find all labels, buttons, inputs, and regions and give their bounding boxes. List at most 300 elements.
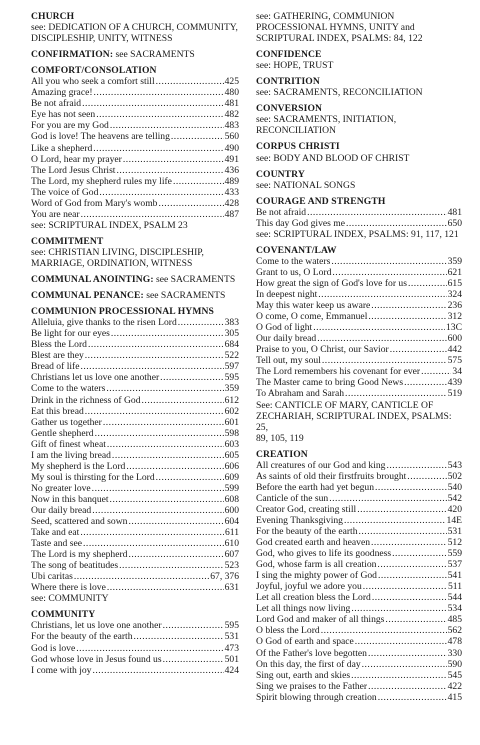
dot-leader [81,209,224,220]
hymn-title: Word of God from Mary's womb [31,197,158,209]
hymn-number: 534 [447,603,462,615]
topic-heading: COURAGE AND STRENGTH [256,195,386,207]
dot-leader [74,571,209,582]
dot-leader [346,218,447,229]
hymn-title: Ubi caritas [31,571,73,583]
hymn-entry [31,620,239,631]
hymn-entry [256,636,462,647]
hymn-entry [256,526,462,537]
hymn-title: Joyful, joyful we adore you [256,581,362,593]
see-also-reference: MARRIAGE, ORDINATION, WITNESS [31,257,193,269]
hymn-number: 425 [224,76,239,88]
dot-leader [390,344,447,355]
dot-leader [134,631,224,642]
see-also-reference: see: COMMUNITY [31,593,109,605]
dot-leader [88,339,224,350]
dot-leader [92,483,224,494]
hymn-number: 236 [447,300,462,312]
hymn-number: 559 [447,548,462,560]
hymn-entry [31,417,239,428]
dot-leader [128,516,223,527]
hymn-title: Praise to you, O Christ, our Savior [256,344,389,356]
hymn-number: 501 [224,653,239,665]
hymn-entry [256,460,462,471]
hymn-number: 481 [447,206,462,218]
hymn-entry [31,395,239,406]
hymn-title: O come, O come, Emmanuel [256,311,368,323]
hymn-entry [256,648,462,659]
hymn-title: Be light for our eyes [31,328,110,340]
hymn-title: Come to the waters [256,255,331,267]
hymn-number: 543 [447,459,462,471]
hymn-title: Take and eat [31,527,80,539]
dot-leader [163,654,224,665]
hymn-number: 597 [224,361,239,373]
hymn-title: For you are my God [31,120,109,132]
hymn-number: 312 [447,311,462,323]
see-also-reference: see SACRAMENTS [143,290,226,302]
hymn-entry [31,109,239,120]
dot-leader [96,109,223,120]
hymn-entry [256,681,462,692]
hymn-number: 540 [447,481,462,493]
hymn-number: 13C [446,322,462,334]
dot-leader [321,625,447,636]
hymn-number: 359 [224,383,239,395]
hymn-title: The Lord Jesus Christ [31,164,116,176]
hymn-number: 608 [224,493,239,505]
dot-leader [110,120,224,131]
hymn-number: 305 [224,328,239,340]
hymn-number: 590 [447,658,462,670]
hymn-title: Gentle shepherd [31,427,94,439]
hymn-title: Bread of life [31,361,80,373]
dot-leader [128,549,223,560]
hymn-number: 545 [447,669,462,681]
hymn-title: Our daily bread [31,504,92,516]
hymn-number: 324 [447,289,462,301]
hymn-entry [31,406,239,417]
dot-leader [107,582,224,593]
see-also-reference: see: SACRAMENTS, RECONCILIATION [256,87,423,99]
hymn-title: God is love! The heavens are telling [31,131,170,143]
hymn-entry [256,218,462,229]
dot-leader [76,643,223,654]
hymn-entry [256,256,462,267]
hymn-title: Where there is love [31,582,106,594]
dot-leader [357,504,446,515]
hymn-number: 482 [224,109,239,121]
dot-leader [332,267,446,278]
topic-heading: CHURCH [31,11,75,22]
hymn-entry [31,198,239,209]
dot-leader [94,87,224,98]
dot-leader [331,256,446,267]
hymn-entry [256,267,462,278]
hymn-number: 531 [224,631,239,643]
hymn-title: Sing out, earth and skies [256,669,351,681]
hymn-entry [256,625,462,636]
hymn-number: 34 [452,366,462,378]
hymn-number: 424 [224,664,239,676]
hymn-title: The song of beatitudes [31,560,119,572]
hymn-number: 612 [224,394,239,406]
hymn-entry [256,278,462,289]
hymn-number: 562 [447,625,462,637]
hymn-title: All you who seek a comfort still [31,76,155,88]
hymn-entry [256,537,462,548]
hymn-entry [256,207,462,218]
hymn-entry [256,603,462,614]
hymn-number: 14E [446,514,462,526]
dot-leader [173,176,224,187]
hymn-number: 522 [224,350,239,362]
topic-heading: COMMUNITY [31,609,96,621]
hymn-number: 537 [447,559,462,571]
dot-leader [408,278,447,289]
hymn-entry [31,439,239,450]
see-also-reference: 89, 105, 119 [256,432,304,444]
hymn-title: O bless the Lord [256,625,320,637]
hymn-title: Grant to us, O Lord [256,266,332,278]
hymn-entry [31,654,239,665]
hymn-entry [31,176,239,187]
hymn-entry [256,570,462,581]
hymn-entry [31,538,239,549]
hymn-title: Amazing grace! [31,87,93,99]
dot-leader [160,372,223,383]
topic-with-reference [31,49,239,60]
hymn-entry [31,131,239,142]
hymn-number: 595 [224,372,239,384]
topic-heading: CONTRITION [256,76,320,88]
see-also-reference: see: SCRIPTURAL INDEX, PSALMS: 91, 117, 121 [256,228,459,240]
dot-leader [329,493,446,504]
index-column-left [31,11,239,676]
topic-heading: CORPUS CHRISTI [256,141,340,153]
see-also-reference: see: GATHERING, COMMUNION [256,11,395,22]
dot-leader [171,131,224,142]
hymn-number: 478 [447,636,462,648]
topic-heading: COMFORT/CONSOLATION [31,65,157,77]
hymn-number: 502 [447,470,462,482]
hymn-entry [31,494,239,505]
hymn-title: No greater love [31,482,91,494]
dot-leader [421,366,451,377]
hymn-entry [31,339,239,350]
dot-leader [368,311,446,322]
hymn-number: 359 [447,255,462,267]
hymn-entry [256,311,462,322]
hymn-title: The Lord remembers his covenant for ever [256,366,421,378]
topic-heading: COVENANT/LAW [256,244,337,256]
dot-leader [93,143,223,154]
hymn-number: 605 [224,449,239,461]
see-also-reference: see: BODY AND BLOOD OF CHRIST [256,152,410,164]
hymn-entry [31,350,239,361]
hymn-entry [256,504,462,515]
see-also-reference: see: SCRIPTURAL INDEX, PSALM 23 [31,219,188,231]
dot-leader [112,450,224,461]
dot-leader [392,548,447,559]
dot-leader [111,328,224,339]
hymn-title: Gift of finest wheat [31,438,106,450]
topic-heading: CONFIRMATION: [31,49,114,61]
hymn-number: 67, 376 [210,571,239,583]
hymn-number: 512 [447,537,462,549]
hymn-number: 602 [224,405,239,417]
hymn-entry [31,665,239,676]
hymn-title: To Abraham and Sarah [256,388,345,400]
hymn-number: 607 [224,549,239,561]
dot-leader [386,460,446,471]
hymn-entry [31,98,239,109]
topic-heading: CONVERSION [256,103,323,115]
hymn-number: 611 [224,527,239,539]
hymn-entry [256,559,462,570]
dot-leader [313,322,445,333]
hymn-number: 684 [224,339,239,351]
see-also-reference: see: NATIONAL SONGS [256,179,356,191]
hymn-number: 609 [224,471,239,483]
hymn-entry [31,527,239,538]
hymn-entry [31,317,239,328]
topic-heading: COMMUNAL ANOINTING: [31,274,154,286]
hymn-entry [31,209,239,220]
topic-with-reference [31,290,239,301]
hymn-entry [31,560,239,571]
hymn-title: Taste and see [31,538,83,550]
dot-leader [368,648,447,659]
hymn-entry [31,361,239,372]
hymn-entry [256,377,462,388]
hymn-entry [256,344,462,355]
topic-heading: CREATION [256,448,308,460]
hymn-title: Tell out, my soul [256,355,321,367]
hymn-title: Creator God, creating still [256,503,357,515]
hymn-title: O Lord, hear my prayer [31,153,122,165]
hymn-number: 415 [447,691,462,703]
hymn-title: You are near [31,208,80,220]
hymn-number: 599 [224,482,239,494]
dot-leader [317,333,446,344]
dot-leader [163,620,224,631]
hymn-number: 601 [224,416,239,428]
dot-leader [307,207,447,218]
hymn-title: Before the earth had yet begun [256,481,375,493]
hymn-title: This day God gives me [256,217,345,229]
hymn-entry [31,571,239,582]
dot-leader [82,98,224,109]
topic-heading: CONFIDENCE [256,49,322,61]
hymn-entry [31,165,239,176]
topic-heading: COUNTRY [256,168,305,180]
hymn-number: 483 [224,120,239,132]
dot-leader [362,659,447,670]
dot-leader [385,614,446,625]
hymn-title: Drink in the richness of God [31,394,141,406]
dot-leader [107,439,224,450]
hymn-entry [31,631,239,642]
hymn-entry [31,472,239,483]
hymn-entry [31,143,239,154]
dot-leader [110,494,224,505]
hymn-entry [31,505,239,516]
topic-with-reference [31,274,239,285]
hymn-title: Bless the Lord [31,339,87,351]
hymn-title: Spirit blowing through creation [256,691,377,703]
hymn-number: 420 [447,503,462,515]
see-also-reference: see: CHRISTIAN LIVING, DISCIPLESHIP, [31,246,204,258]
hymn-entry [31,428,239,439]
hymn-title: Now in this banquet [31,493,109,505]
hymn-title: Come to the waters [31,383,106,395]
hymn-entry [31,372,239,383]
hymn-title: My soul is thirsting for the Lord [31,471,155,483]
hymn-title: I am the living bread [31,449,111,461]
hymn-number: 523 [224,560,239,572]
hymn-entry [256,322,462,333]
hymn-title: My shepherd is the Lord [31,460,126,472]
dot-leader [158,198,223,209]
hymn-title: I sing the mighty power of God [256,570,377,582]
dot-leader [116,165,223,176]
dot-leader [123,154,224,165]
hymn-number: 542 [447,492,462,504]
hymn-title: For the beauty of the earth [31,631,133,643]
see-also-reference: PROCESSIONAL HYMNS, UNITY and [256,22,415,34]
hymn-entry [256,493,462,504]
hymn-number: 600 [447,333,462,345]
hymn-entry [31,461,239,472]
hymn-entry [31,87,239,98]
hymn-title: Christians let us love one another [31,372,160,384]
hymn-title: O God of earth and space [256,636,354,648]
dot-leader [99,187,223,198]
see-also-reference: RECONCILIATION [256,125,336,137]
topic-heading: COMMITMENT [31,235,104,247]
hymn-number: 544 [447,592,462,604]
hymn-number: 442 [447,344,462,356]
dot-leader [375,482,447,493]
dot-leader [344,515,446,526]
hymn-number: 541 [447,570,462,582]
hymn-entry [31,383,239,394]
hymn-title: For the beauty of the earth [256,526,358,538]
see-also-reference: SCRIPTURAL INDEX, PSALMS: 84, 122 [256,33,423,45]
hymn-number: 428 [224,197,239,209]
hymn-entry [256,692,462,703]
hymn-number: 436 [224,164,239,176]
dot-leader [106,383,223,394]
hymn-number: 439 [447,377,462,389]
hymn-entry [256,289,462,300]
hymn-number: 330 [447,647,462,659]
hymn-entry [256,515,462,526]
hymn-title: O God of light [256,322,313,334]
hymn-number: 433 [224,186,239,198]
see-also-reference: see SACRAMENTS [113,49,195,61]
hymn-number: 615 [447,277,462,289]
hymn-entry [256,366,462,377]
hymn-entry [31,582,239,593]
hymn-number: 575 [447,355,462,367]
hymn-number: 489 [224,175,239,187]
hymn-number: 603 [224,438,239,450]
hymn-number: 511 [447,581,462,593]
hymn-title: Christians, let us love one another [31,620,162,632]
hymn-title: Alleluia, give thanks to the risen Lord [31,317,177,329]
hymn-number: 487 [224,208,239,220]
see-also-reference: see: HOPE, TRUST [256,60,334,72]
hymn-number: 473 [224,642,239,654]
hymn-title: Seed, scattered and sown [31,516,128,528]
hymn-title: The Lord, my shepherd rules my life [31,175,172,187]
hymn-title: As saints of old their firstfruits brought [256,470,407,482]
hymn-title: May this water keep us aware [256,300,371,312]
hymn-title: God is love [31,642,76,654]
hymn-number: 610 [224,538,239,550]
hymn-entry [31,120,239,131]
hymn-number: 600 [224,504,239,516]
dot-leader [359,526,447,537]
hymn-title: The Master came to bring Good News [256,377,404,389]
hymn-entry [256,592,462,603]
dot-leader [322,355,447,366]
dot-leader [178,317,224,328]
dot-leader [85,350,224,361]
see-also-reference: ZECHARIAH, SCRIPTURAL INDEX, PSALMS: 25, [256,410,452,433]
dot-leader [85,406,224,417]
hymn-number: 595 [224,620,239,632]
hymn-title: Of the Father's love begotten [256,647,367,659]
hymn-number: 606 [224,460,239,472]
hymn-number: 422 [447,680,462,692]
dot-leader [345,388,447,399]
hymn-number: 383 [224,317,239,329]
hymn-entry [256,333,462,344]
hymn-number: 560 [224,131,239,143]
topic-heading: COMMUNION PROCESSIONAL HYMNS [31,306,214,318]
hymn-title: In deepest night [256,289,318,301]
dot-leader [378,570,447,581]
dot-leader [92,505,223,516]
hymn-title: Canticle of the sun [256,492,329,504]
dot-leader [119,560,223,571]
hymn-entry [256,300,462,311]
hymn-entry [31,154,239,165]
hymn-title: God whose love in Jesus found us [31,653,162,665]
dot-leader [372,592,447,603]
dot-leader [142,395,224,406]
hymn-title: Let all things now living [256,603,351,615]
hymn-entry [256,355,462,366]
hymn-entry [31,483,239,494]
dot-leader [83,538,224,549]
dot-leader [377,559,446,570]
hymn-title: On this day, the first of day [256,658,361,670]
dot-leader [103,417,224,428]
hymn-entry [31,643,239,654]
hymn-number: 631 [224,582,239,594]
hymn-number: 621 [447,266,462,278]
hymn-title: All creatures of our God and king [256,459,386,471]
hymn-entry [256,471,462,482]
hymn-entry [256,614,462,625]
hymn-entry [256,388,462,399]
hymn-number: 480 [224,87,239,99]
dot-leader [351,603,446,614]
